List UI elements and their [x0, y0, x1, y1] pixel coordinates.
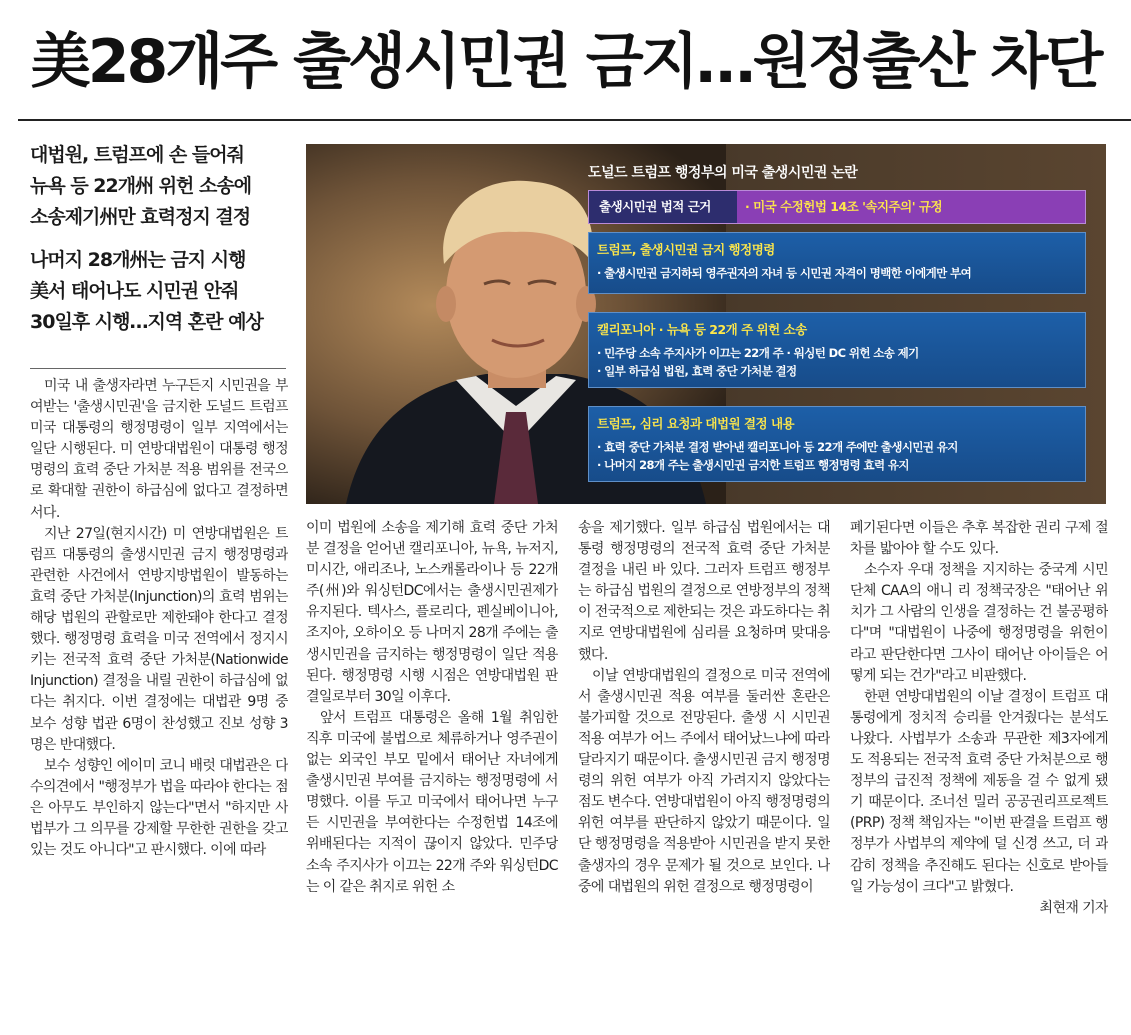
legal-basis-text: · 미국 수정헌법 14조 '속지주의' 규정	[745, 199, 943, 214]
subhead-rule	[30, 368, 286, 369]
subheads	[30, 140, 292, 350]
subhead-line: 소송제기州만 효력정지 결정	[30, 206, 251, 228]
body-column-4	[850, 518, 1108, 1028]
paragraph: 한편 연방대법원의 이날 결정이 트럼프 대통령에게 정치적 승리를 안겨줬다는 분석도 나왔다. 사법부가 소송과 무관한 제3자에게도 적용되는 전국적 효력 중단 가처분으로 행정부의 급진적 정책에 제동을 걸 수 없게 됐기 때문이다. 조너선 밀러 공공권리프로젝트(PRP) 정책 책임자는 "이번 판결을 트럼프 행정부가 사법부의 제약에 덜 신경 쓰고, 더 과감히 정책을 추진해도 된다는 신호로 받아들일 가능성이 크다"고 밝혔다.	[850, 688, 1108, 895]
subhead-line: 뉴욕 등 22개州 위헌 소송에	[30, 175, 252, 197]
paragraph: 이미 법원에 소송을 제기해 효력 중단 가처분 결정을 얻어낸 캘리포니아, 뉴욕, 뉴저지, 미시간, 애리조나, 노스캐롤라이나 등 22개 주(州)와 워싱턴DC에서는 출생시민권제가 유지된다. 텍사스, 플로리다, 펜실베이니아, 조지아, 오하이오 등 나머지 28개 주에는 출생시민권을 금지하는 행정명령이 일단 적용된다. 행정명령 시행 시점은 연방대법원 판결일로부터 30일 이후다.	[306, 520, 558, 705]
subhead-line: 30일후 시행…지역 혼란 예상	[30, 311, 263, 333]
paragraph: 지난 27일(현지시간) 미 연방대법원은 트럼프 대통령의 출생시민권 금지 행정명령과 관련한 사건에서 연방지방법원이 발동하는 효력 중단 가처분(Injunction)의 효력 범위는 해당 법원의 관할로만 제한돼야 한다고 결정했다. 행정명령 효력을 미국 전역에서 정지시키는 전국적 효력 중단 가처분(Nationwide Injunction) 결정을 내릴 권한이 하급심에 없다는 취지다. 이번 결정에는 대법관 9명 중 보수 성향 법관 6명이 찬성했고 진보 성향 3명은 반대했다.	[30, 525, 288, 753]
paragraph: 소수자 우대 정책을 지지하는 중국계 시민단체 CAA의 애니 리 정책국장은 "태어난 위치가 그 사람의 인생을 결정하는 건 불공평하다"며 "대법원이 나중에 행정명령을 위헌이라고 판단한다면 그사이 태어난 아이들은 어떻게 되는 건가"라고 비판했다.	[850, 562, 1108, 684]
step-line: · 나머지 28개 주는 출생시민권 금지한 트럼프 행정명령 효력 유지	[597, 458, 909, 472]
timeline-step-3	[588, 406, 1086, 482]
paragraph: 폐기된다면 이들은 추후 복잡한 권리 구제 절차를 밟아야 할 수도 있다.	[850, 520, 1108, 558]
subhead-group-1	[30, 140, 292, 233]
step-title: 캘리포니아 · 뉴욕 등 22개 주 위헌 소송	[597, 322, 807, 337]
paragraph: 송을 제기했다. 일부 하급심 법원에서는 대통령 행정명령의 전국적 효력 중단 가처분 결정을 내린 바 있다. 그러자 트럼프 행정부는 하급심 법원의 결정으로 연방정부의 정책이 전국적으로 제한되는 것은 과도하다는 취지로 연방대법원에 심리를 요청하며 맞대응했다.	[578, 520, 830, 663]
body-column-3	[578, 518, 830, 1028]
byline: 최현재 기자	[1039, 899, 1108, 916]
body-column-2	[306, 518, 558, 1018]
step-title: 트럼프, 출생시민권 금지 행정명령	[597, 242, 775, 257]
paragraph: 이날 연방대법원의 결정으로 미국 전역에서 출생시민권 적용 여부를 둘러싼 혼란은 불가피할 것으로 전망된다. 출생 시 시민권 적용 여부가 어느 주에서 태어났느냐에 따라 달라지기 때문이다. 출생시민권 금지 행정명령의 위헌 여부가 아직 가려지지 않았다는 점도 변수다. 연방대법원이 아직 행정명령의 위헌 여부를 판단하지 않았기 때문이다. 일단 행정명령을 적용받아 시민권을 받지 못한 출생자의 경우 문제가 될 것으로 보인다. 나중에 대법원의 위헌 결정으로 행정명령이	[578, 667, 830, 895]
legal-basis-box	[588, 190, 1086, 224]
info-title: 도널드 트럼프 행정부의 미국 출생시민권 논란	[588, 165, 858, 181]
subhead-line: 나머지 28개州는 금지 시행	[30, 249, 246, 271]
info-graphic	[306, 144, 1106, 504]
step-title: 트럼프, 심리 요청과 대법원 결정 내용	[597, 416, 795, 431]
subhead-line: 美서 태어나도 시민권 안줘	[30, 280, 239, 302]
step-line: · 효력 중단 가처분 결정 받아낸 캘리포니아 등 22개 주에만 출생시민권 유지	[597, 440, 958, 454]
step-line: · 출생시민권 금지하되 영주권자의 자녀 등 시민권 자격이 명백한 이에게만 부여	[597, 266, 972, 280]
headline: 美28개주 출생시민권 금지…원정출산 차단	[30, 27, 1101, 97]
timeline-step-2	[588, 312, 1086, 388]
headline-rule	[18, 119, 1131, 121]
legal-basis-label: 출생시민권 법적 근거	[589, 191, 737, 223]
paragraph: 미국 내 출생자라면 누구든지 시민권을 부여받는 '출생시민권'을 금지한 도널드 트럼프 미국 대통령의 행정명령이 일부 지역에서는 일단 시행된다. 미 연방대법원이 대통령 행정명령의 효력 중단 가처분 적용 범위를 전국으로 확대할 권한이 하급심에 없다고 결정하면서다.	[30, 378, 288, 521]
subhead-group-2	[30, 245, 292, 338]
body-column-1	[30, 376, 288, 1026]
step-line: · 민주당 소속 주지사가 이끄는 22개 주 · 워싱턴 DC 위헌 소송 제기	[597, 346, 919, 360]
paragraph: 보수 성향인 에이미 코니 배럿 대법관은 다수의견에서 "행정부가 법을 따라야 한다는 점은 아무도 부인하지 않는다"면서 "하지만 사법부가 그 의무를 강제할 무한한 권한을 갖고 있는 것도 아니다"고 판시했다. 이에 따라	[30, 757, 288, 859]
paragraph: 앞서 트럼프 대통령은 올해 1월 취임한 직후 미국에 불법으로 체류하거나 영주권이 없는 외국인 부모 밑에서 태어난 자녀에게 출생시민권 부여를 금지하는 행정명령에 서명했다. 이를 두고 미국에서 태어나면 누구든 시민권을 부여한다는 수정헌법 14조에 위배된다는 지적이 끊이지 않았다. 민주당 소속 주지사가 이끄는 22개 주와 워싱턴DC는 이 같은 취지로 위헌 소	[306, 709, 558, 895]
subhead-line: 대법원, 트럼프에 손 들어줘	[30, 144, 244, 166]
timeline-step-1	[588, 232, 1086, 294]
step-line: · 일부 하급심 법원, 효력 중단 가처분 결정	[597, 364, 797, 378]
